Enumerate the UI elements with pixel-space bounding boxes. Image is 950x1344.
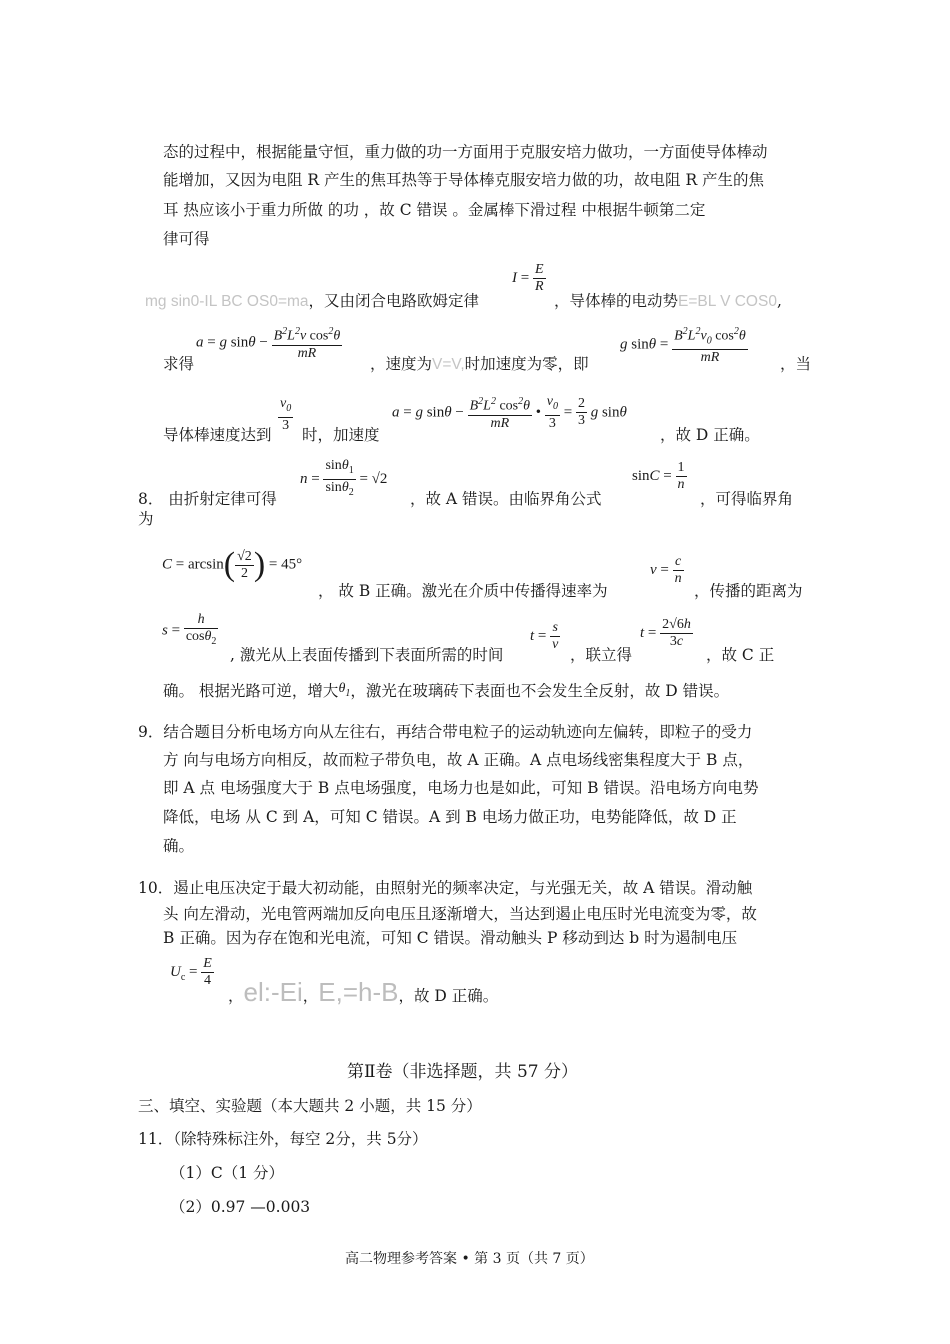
p9-line1: 9．结合题目分析电场方向从左往右，再结合带电粒子的运动轨迹向左偏转，即粒子的受力 [138,723,753,741]
p8-line3c: ，故 C 正 [706,646,775,664]
p8-line1b: ，故 A 错误。由临界角公式 [410,490,602,508]
time-result-formula: t = $\frac{2√6h}{3c}$ [640,617,691,649]
refraction-formula: n = $\frac{\sin\theta_1}{\sin\theta_2}$ = √2 [300,458,388,498]
p10-line3: B 正确。因为存在饱和光电流，可知 C 错误。滑动触头 P 移动到达 b 时为遏制电压 [163,929,738,947]
p7-line7c: ，故 D 正确。 [660,426,760,444]
p7-line7a: 导体棒速度达到 [163,426,272,444]
p7-line4: 律可得 [163,230,210,248]
ocr-garbled-equation: mg sin0-IL BC OS0=ma [145,293,309,310]
ohms-law-formula: I = $\frac{E}{R}$ [512,262,544,294]
p7-line5b [554,290,782,313]
p7-line7b: 时，加速度 [302,426,380,444]
p8-line1c: ，可得临界角 [700,490,794,508]
text: 确。 根据光路可逆，增大 [163,682,339,700]
p8-line2b: ，传播的距离为 [694,582,803,600]
critical-angle-value: C = arcsin( $\frac{√2}{2}$ ) = 45° [162,546,303,583]
p7-line6d: ，当 [780,355,812,373]
text: ，速度为 [370,355,433,373]
p8-line3a: , 激光从上表面传播到下表面所需的时间 [230,646,504,664]
critical-angle-formula: sinC = $\frac{1}{n}$ [632,460,685,492]
text: ，导体棒的电动势 [554,292,679,310]
p10-line2: 头 向左滑动，光电管两端加反向电压且逐渐增大，当达到遏止电压时光电流变为零，故 [163,905,757,923]
text: ， [228,987,244,1005]
p7-line1: 态的过程中，根据能量守恒，重力做的功一方面用于克服安培力做功，一方面使导体棒动 [163,143,768,161]
text: ，又由闭合电路欧姆定律 [308,292,480,310]
p8-line2a: ， 故 B 正确。激光在介质中传播得速率为 [318,582,608,600]
q11-heading: 11．（除特殊标注外，每空 2分，共 5分） [138,1130,428,1148]
acceleration-result-formula: a = g sinθ − $\frac{B^2L^2 \cos^2\theta}{mR}$ • $\frac{v_0}{3}$ = $\frac{2}{3}$ g sinθ [392,394,627,431]
ocr-garbled-velocity: V=V, [432,356,465,373]
distance-formula: s = $\frac{h}{\cos\theta_2}$ [162,612,217,647]
zero-acceleration-formula: g sinθ = $\frac{B^2L^2v_0 \cos^2\theta}{mR}$ [620,326,746,366]
page-footer: 高二物理参考答案 • 第 3 页（共 7 页） [345,1251,594,1267]
p8-line4: 确。 根据光路可逆，增大$\theta_1$，激光在玻璃砖下表面也不会发生全反射，故 D 错误。 [163,681,730,700]
text: ，故 D 正确。 [398,987,499,1005]
v0-over-3: $\frac{v_0}{3}$ [280,396,292,433]
ocr-garbled-energy-2: E,=h-B [318,977,399,1007]
p7-line5 [145,290,479,313]
text: , [776,292,782,310]
q11-answer-2: （2）0.97 —0.003 [170,1198,311,1216]
q11-answer-1: （1）C（1 分） [170,1164,285,1182]
p9-line3: 即 A 点 电场强度大于 B 点电场强度，电场力也是如此，可知 B 错误。沿电场方向电势 [163,779,759,797]
p7-line2: 能增加，又因为电阻 R 产生的焦耳热等于导体棒克服安培力做的功，故电阻 R 产生的焦 [163,171,765,189]
text: ，激光在玻璃砖下表面也不会发生全反射，故 D 错误。 [350,682,730,700]
acceleration-formula: a = g sinθ − $\frac{B^2L^2v \cos^2\theta}{mR}$ [196,326,341,361]
ocr-garbled-emf: E=BL V COS0 [678,293,777,310]
ocr-garbled-energy-1: el:-Ei [243,977,303,1007]
p9-line2: 方 向与电场方向相反，故而粒子带负电，故 A 正确。A 点电场线密集程度大于 B 点， [163,751,754,769]
p9-line5: 确。 [163,837,195,855]
p8-line1a: 8． 由折射定律可得 [138,490,277,508]
p8-line1d: 为 [138,510,154,528]
part3-heading: 三、填空、实验题（本大题共 2 小题，共 15 分） [138,1097,482,1115]
p10-line4 [228,974,498,1014]
stopping-voltage-formula: $U_c$ = $\frac{E}{4}$ [170,956,212,988]
text: 时加速度为零，即 [464,355,589,373]
p7-line6b [370,353,589,376]
time-formula: t = $\frac{s}{v}$ [530,620,559,652]
p7-line6a: 求得 [163,355,195,373]
text: ， [302,987,319,1005]
p8-line3b: ，联立得 [570,646,633,664]
p7-line3: 耳 热应该小于重力所做 的功 ，故 C 错误 。金属棒下滑过程 中根据牛顿第二定 [163,201,706,219]
p9-line4: 降低，电场 从 C 到 A，可知 C 错误。A 到 B 电场力做正功，电势能降低，故 D 正 [163,808,737,826]
section-title: 第Ⅱ卷（非选择题，共 57 分） [347,1062,578,1082]
speed-formula: v = $\frac{c}{n}$ [650,554,682,586]
p10-line1: 10．遏止电压决定于最大初动能，由照射光的频率决定，与光强无关，故 A 错误。滑动触 [138,879,753,897]
